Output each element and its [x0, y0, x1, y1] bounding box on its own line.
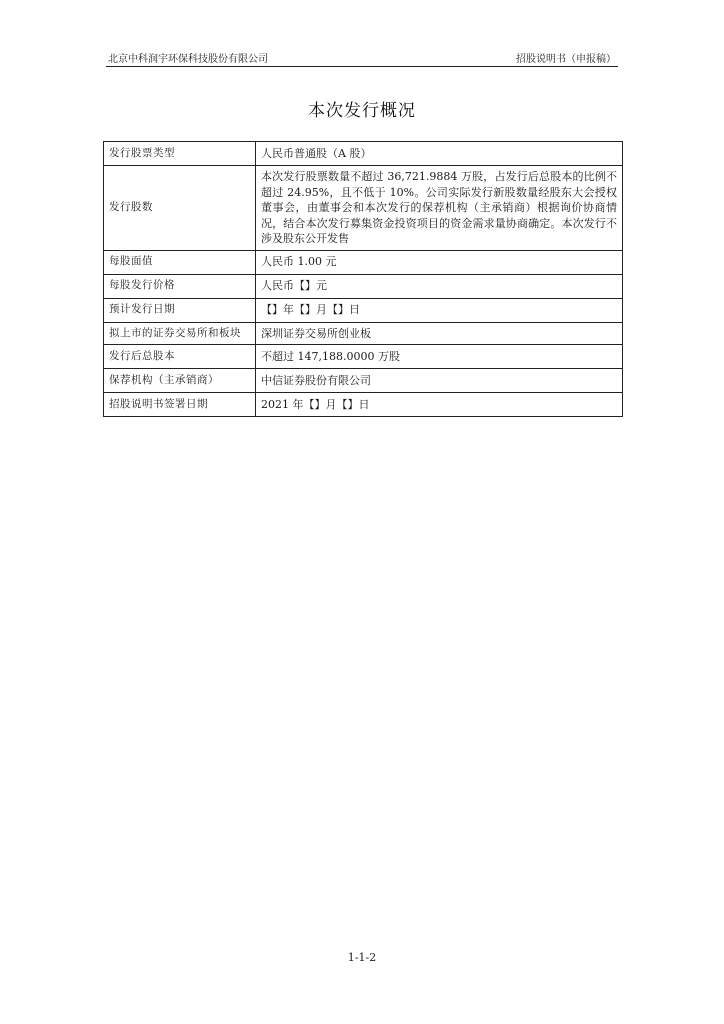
- row-label: 发行后总股本: [104, 345, 256, 369]
- row-label: 保荐机构（主承销商）: [104, 369, 256, 393]
- header-company: 北京中科润宇环保科技股份有限公司: [108, 54, 268, 65]
- table-row: [104, 250, 623, 274]
- row-label: 招股说明书签署日期: [104, 393, 256, 417]
- table-row: [104, 393, 623, 417]
- offering-summary-table: [103, 141, 623, 417]
- row-label: 发行股数: [104, 166, 256, 251]
- row-value: 2021 年【】月【】日: [256, 393, 623, 417]
- table-row: [104, 142, 623, 166]
- table-row: [104, 298, 623, 322]
- table-row: [104, 166, 623, 251]
- table-row: [104, 322, 623, 345]
- row-label: 预计发行日期: [104, 298, 256, 322]
- table-row: [104, 274, 623, 298]
- row-value: 【】年【】月【】日: [256, 298, 623, 322]
- page-number: 1-1-2: [347, 951, 377, 964]
- row-label: 发行股票类型: [104, 142, 256, 166]
- row-value: 人民币 1.00 元: [256, 250, 623, 274]
- header-divider: [106, 66, 618, 67]
- table-row: [104, 369, 623, 393]
- row-value: 人民币普通股（A 股）: [256, 142, 623, 166]
- row-value: 本次发行股票数量不超过 36,721.9884 万股，占发行后总股本的比例不超过 24.95%，且不低于 10%。公司实际发行新股数量经股东大会授权董事会，由董事会和本次发行的保荐机构（主承销商）根据询价协商情况，结合本次发行募集资金投资项目的资金需求量协商确定。本次发行不涉及股东公开发售: [256, 166, 623, 251]
- row-value: 人民币【】元: [256, 274, 623, 298]
- row-value: 深圳证券交易所创业板: [256, 322, 623, 345]
- page-header: [108, 50, 616, 66]
- table-row: [104, 345, 623, 369]
- row-value: 中信证券股份有限公司: [256, 369, 623, 393]
- header-doc-type: 招股说明书（申报稿）: [516, 54, 616, 65]
- row-label: 每股面值: [104, 250, 256, 274]
- row-value: 不超过 147,188.0000 万股: [256, 345, 623, 369]
- page-title: 本次发行概况: [308, 101, 416, 121]
- row-label: 每股发行价格: [104, 274, 256, 298]
- row-label: 拟上市的证券交易所和板块: [104, 322, 256, 345]
